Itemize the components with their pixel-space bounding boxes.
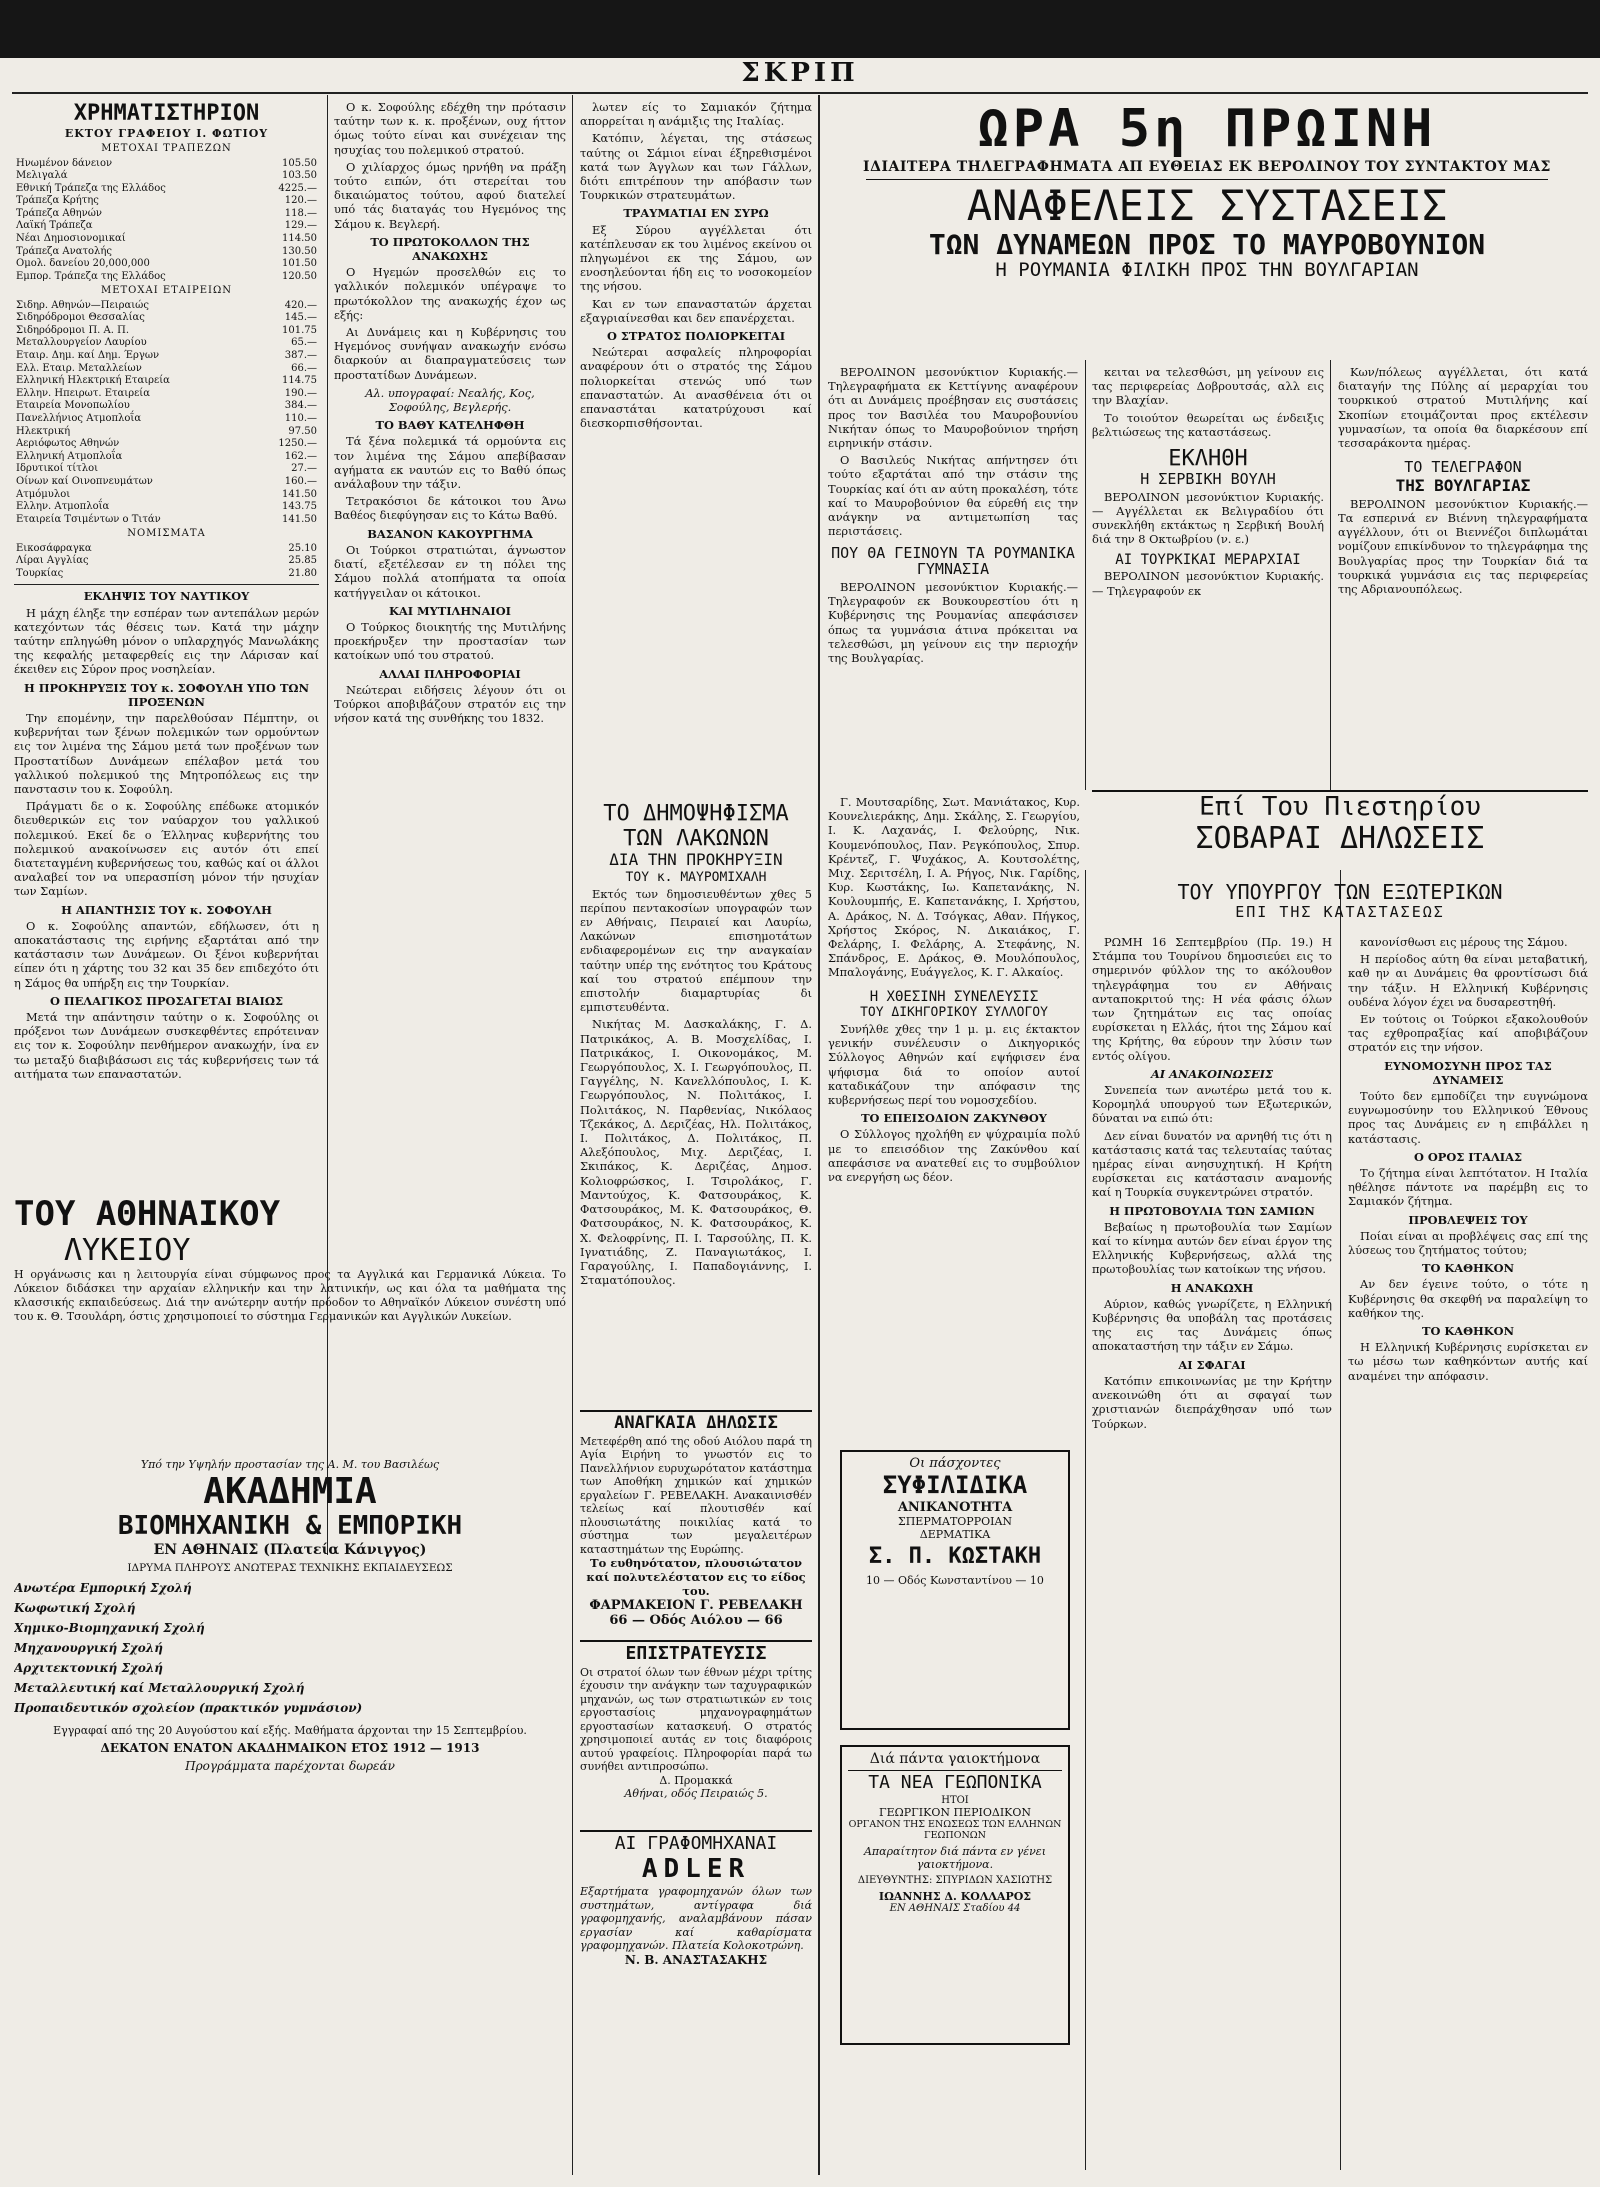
stock-name: Λαϊκή Τράπεζα xyxy=(16,220,93,232)
stock-name: Ελλ. Εταιρ. Μεταλλείων xyxy=(16,362,142,374)
paragraph: Ο Τούρκος διοικητής της Μυτιλήνης προεκήρυξεν την προστασίαν των κατοίκων υπό του στρατού. xyxy=(334,619,566,663)
stock-row xyxy=(14,543,319,556)
ad-top: Οι πάσχοντες xyxy=(909,1456,1001,1471)
ad-note: Εγγραφαί από της 20 Αυγούστου καί εξής. Μαθήματα άρχονται την 15 Σεπτεμβρίου. xyxy=(53,1724,527,1738)
stock-row xyxy=(14,375,319,388)
paragraph: Ο Σύλλογος ηχολήθη εν ψύχραιμία πολύ με το επεισόδιον της Ζακύνθου καί απεφάσισε να ανατεθεί εις το συμβούλιον να ενεργήση ως δέον. xyxy=(828,1127,1080,1184)
masthead: ΣΚΡΙΠ xyxy=(741,58,859,88)
paragraph: Πράγματι δε ο κ. Σοφούλης επέδωκε ατομικόν διευθερικών εις τον ναύαρχον του γαλλικού πολεμικού. Εκεί δε ο Έλληνας κυβερνήτης του πολεμικού ανακοίνωσεν εις αυτόν ότι επεί διατεταγμένη κυβερνήσεως του, καθώς καί οι άλλοι αναλαβεί τον να υπερασπίση μόνον τήν ησυχίαν των Σαμίων. xyxy=(14,799,319,899)
stock-name: Ελλην. Ατμοπλοΐα xyxy=(16,501,110,513)
stock-row xyxy=(14,476,319,489)
stock-value: 105.50 xyxy=(282,157,317,169)
stock-name: Εταιρ. Δημ. καί Δημ. Έργων xyxy=(16,350,160,362)
paragraph: Μετά την απάντησιν ταύτην ο κ. Σοφούλης οι πρόξενοι των Δυνάμεων συσκεφθέντες επρότειναν εις τον κ. Σοφούλην πενθήμερον ανακωχήν, ίνα εν τω μεταξύ διαβιβάσωσι εις τάς κυβερνήσεις των τά αιτήματα των επαναστατών. xyxy=(14,1010,319,1081)
headline: ΕΚΛΗΨΙΣ ΤΟΥ ΝΑΥΤΙΚΟΥ xyxy=(83,589,250,604)
ad-geoponika xyxy=(840,1745,1070,2045)
stock-name: Ηλεκτρική xyxy=(16,425,71,437)
ad-title: ΛΥΚΕΙΟΥ xyxy=(64,1232,191,1268)
stock-value: 141.50 xyxy=(282,513,317,525)
paragraph: Το τοιούτον θεωρείται ως ένδειξις βελτιώσεως της καταστάσεως. xyxy=(1092,410,1324,439)
ad-list-item: Αρχιτεκτονική Σχολή xyxy=(14,1661,163,1676)
stock-row xyxy=(14,246,319,259)
stock-name: Αεριόφωτος Αθηνών xyxy=(16,438,120,450)
paragraph: Συνεπεία των ανωτέρω μετά του κ. Κορομηλά υπουργού των Εξωτερικών, δύναται να ειπώ ότι: xyxy=(1092,1083,1332,1126)
paragraph: ΒΕΡΟΛΙΝΟΝ μεσονύκτιον Κυριακής.— Τα εσπερινά εν Βιέννη τηλεγραφήματα αγγέλλουν, ότι οι Βιεννέζοι διπλωμάται νομίζουν επικίνδυνον το τηλεγράφημα της Βουλγαρίας προς την Τουρκίαν διά τα τουρκικά γυμνάσια εις τας περιφερείας της Αδριανουπόλεως. xyxy=(1338,496,1588,596)
ad-free: Προγράμματα παρέχονται δωρεάν xyxy=(185,1759,395,1774)
ad-anagkaia xyxy=(580,1410,812,1630)
stock-section-banks: ΜΕΤΟΧΑΙ ΤΡΑΠΕΖΩΝ xyxy=(101,143,232,155)
headline: ΒΑΣΑΝΟΝ ΚΑΚΟΥΡΓΗΜΑ xyxy=(367,526,533,541)
headline: Η ΡΟΥΜΑΝΙΑ ΦΙΛΙΚΗ ΠΡΟΣ ΤΗΝ ΒΟΥΛΓΑΡΙΑΝ xyxy=(995,259,1419,282)
ad-lykeio xyxy=(14,1195,566,1445)
ad-line: ΓΕΩΡΓΙΚΟΝ ΠΕΡΙΟΔΙΚΟΝ xyxy=(878,1805,1032,1819)
stock-name: Ηνωμένον δάνειον xyxy=(16,157,113,169)
ad-title: ΑΝΑΓΚΑΙΑ ΔΗΛΩΣΙΣ xyxy=(614,1413,778,1433)
paragraph: κειται να τελεσθώσι, μη γείνουν εις τας περιφερείας Δοβρουτσάς, αλλ εις την Βλαχίαν. xyxy=(1092,365,1324,408)
headline: ΚΑΙ ΜΥΤΙΛΗΝΑΙΟΙ xyxy=(388,603,511,618)
paragraph: Ο Ηγεμών προσελθών εις το γαλλικόν πολεμικόν υπέγραψε το πρωτόκολλον της ανακωχής έχον ως εξής: xyxy=(334,265,566,322)
ad-address: 10 — Οδός Κωνσταντίνου — 10 xyxy=(866,1574,1044,1588)
headline: ΤΟ ΚΑΘΗΚΟΝ xyxy=(1421,1324,1515,1339)
stock-name: Ιδρυτικοί τίτλοι xyxy=(16,463,99,475)
stock-name: Σιδηρόδρομοι Π. Α. Π. xyxy=(16,324,129,336)
headline: Ο ΟΡΟΣ ΙΤΑΛΙΑΣ xyxy=(1413,1149,1523,1164)
stock-value: 118.— xyxy=(284,207,317,219)
stock-value: 141.50 xyxy=(282,488,317,500)
paragraph: ΒΕΡΟΛΙΝΟΝ μεσονύκτιον Κυριακής.— Τηλεγραφούν εκ xyxy=(1092,569,1324,598)
stock-row xyxy=(14,555,319,568)
ad-brand: ADLER xyxy=(641,1853,751,1884)
ad-line: ΔΕΡΜΑΤΙΚΑ xyxy=(919,1528,991,1542)
ad-place: ΕΝ ΑΘΗΝΑΙΣ Σταδίου 44 xyxy=(889,1902,1021,1914)
headline: Η ΧΘΕΣΙΝΗ ΣΥΝΕΛΕΥΣΙΣ xyxy=(869,988,1039,1005)
stock-name: Τουρκίας xyxy=(16,567,64,579)
stock-row xyxy=(14,258,319,271)
headline: ΠΡΟΒΛΕΨΕΙΣ ΤΟΥ xyxy=(1408,1212,1528,1227)
ad-bold: Το ευθηνότατον, πλουσιώτατον καί πολυτελέστατον εις το είδος του. xyxy=(586,1556,806,1599)
paragraph: Εν τούτοις οι Τούρκοι εξακολουθούν τας εχθροπραξίας καί αποβιβάζουν στρατόν εις την νήσον. xyxy=(1348,1012,1588,1055)
headline: ΤΟ ΕΠΕΙΣΟΔΙΟΝ ΖΑΚΥΝΘΟΥ xyxy=(861,1111,1047,1126)
column-tele-3 xyxy=(1338,365,1588,785)
ad-list-item: Μεταλλευτική καί Μεταλλουργική Σχολή xyxy=(14,1681,305,1696)
ad-name: Δ. Προμακκά xyxy=(659,1773,733,1787)
headline: ΤΟ ΒΑΘΥ ΚΑΤΕΛΗΦΘΗ xyxy=(375,418,525,433)
stock-name: Εταιρεία Μονοπωλίου xyxy=(16,400,130,412)
ad-sub: ΙΔΡΥΜΑ ΠΛΗΡΟΥΣ ΑΝΩΤΕΡΑΣ ΤΕΧΝΙΚΗΣ ΕΚΠΑΙΔΕΥΣΕΩΣ xyxy=(127,1562,453,1575)
paragraph: Ο χιλίαρχος όμως ηρνήθη να πράξη τούτο ειπών, ότι στερείται του δικαιώματος τούτου, αφού διατελεί υπό τάς διαταγάς του Ηγεμόνος της Σάμου κ. Βεγλερή. xyxy=(334,159,566,231)
ad-text: Εξαρτήματα γραφομηχανών όλων των συστημάτων, αντίγραφα διά γραφομηχανής, αναλαμβάνουν πάσαν εργασίαν καί καθαρίσματα γραφομηχανών. Πλατεία Κολοκοτρώνη. xyxy=(580,1885,812,1953)
ad-top: Διά πάντα γαιοκτήμονα xyxy=(869,1751,1041,1767)
headline: ΤΟΥ ΥΠΟΥΡΓΟΥ ΤΩΝ ΕΞΩΤΕΡΙΚΩΝ xyxy=(1177,880,1503,904)
ad-year: ΔΕΚΑΤΟΝ ΕΝΑΤΟΝ ΑΚΑΔΗΜΑΙΚΟΝ ΕΤΟΣ 1912 — 1913 xyxy=(100,1741,480,1756)
stock-name: Σιδηρ. Αθηνών—Πειραιώς xyxy=(16,299,149,311)
stock-section-currency: ΝΟΜΙΣΜΑΤΑ xyxy=(127,528,206,540)
ad-text: Η οργάνωσις και η λειτουργία είναι σύμφωνος προς τα Αγγλικά και Γερμανικά Λύκεια. Το Λύκειον διδάσκει την αρχαίαν ελληνικήν και την λατινικήν, ως και όλα τα μαθήματα της κλασσικής εκπαιδεύσεως. Διά την ανώτερην αυτήν πρόοδον το Αθηναϊκόν Λύκειον συνέστη υπό του κ. Θ. Τσουλάρη, όστις χρησιμοποιεί το σύστημα Γερμανικών και Αγγλικών Λυκείων. xyxy=(14,1268,566,1324)
headline: ΑΙ ΑΝΑΚΟΙΝΩΣΕΙΣ xyxy=(1150,1066,1274,1081)
stock-value: 114.75 xyxy=(282,375,317,387)
stock-value: 27.— xyxy=(291,463,317,475)
ad-epistrateusis xyxy=(580,1640,812,1820)
headline: ΑΙ ΤΟΥΡΚΙΚΑΙ ΜΕΡΑΡΧΙΑΙ xyxy=(1115,551,1301,568)
stock-title: ΧΡΗΜΑΤΙΣΤΗΡΙΟΝ xyxy=(73,101,260,126)
paragraph: Το ζήτημα είναι λεπτότατον. Η Ιταλία ηθέλησε πάντοτε να παρέμβη εις το Σαμιακόν ζήτημα. xyxy=(1348,1166,1588,1209)
stock-value: 4225.— xyxy=(278,182,317,194)
piestirio-header xyxy=(1092,790,1588,880)
stock-value: 21.80 xyxy=(288,567,317,579)
paragraph: ΒΕΡΟΛΙΝΟΝ μεσονύκτιον Κυριακής.— Αγγέλλεται εκ Βελιγραδίου ότι συνεκλήθη εκτάκτως η Σερβική Βουλή διά την 8 Οκτωβρίου (ν. ε.) xyxy=(1092,489,1324,547)
stock-value: 114.50 xyxy=(282,233,317,245)
column-2 xyxy=(334,100,566,1190)
headline: ΩΡΑ 5η ΠΡΩΙΝΗ xyxy=(977,100,1437,159)
headline: ΠΟΥ ΘΑ ΓΕΙΝΟΥΝ ΤΑ ΡΟΥΜΑΝΙΚΑ ΓΥΜΝΑΣΙΑ xyxy=(831,544,1075,579)
ad-line: ΑΝΙΚΑΝΟΤΗΤΑ xyxy=(897,1500,1013,1516)
stock-row xyxy=(14,451,319,464)
stock-value: 25.10 xyxy=(288,542,317,554)
ad-name: ΦΑΡΜΑΚΕΙΟΝ Γ. ΡΕΒΕΛΑΚΗ xyxy=(589,1598,803,1614)
column-tele-2 xyxy=(1092,365,1324,785)
column-5 xyxy=(828,795,1080,1435)
stock-name: Οίνων καί Οινοπνευμάτων xyxy=(16,475,153,487)
stock-row xyxy=(14,463,319,476)
ad-address: Αθήναι, οδός Πειραιώς 5. xyxy=(624,1786,768,1800)
column-tele-1 xyxy=(828,365,1078,785)
headline: Η ΣΕΡΒΙΚΗ ΒΟΥΛΗ xyxy=(1140,470,1276,489)
headline: ΑΝΑΦΕΛΕΙΣ ΣΥΣΤΑΣΕΙΣ xyxy=(966,180,1448,230)
paragraph: Την επομένην, την παρελθούσαν Πέμπτην, οι κυβερνήται των ξένων πολεμικών των ορμούντων εις τον λιμένα της Σάμου μετά των προξένων των Προστατίδων Δυνάμεων επέλαβον μετά του γαλλικού πολεμικού της Μητροπόλεως εις την πανστασιν του κ. Σοφούλη. xyxy=(14,710,319,796)
headline: Επί Του Πιεστηρίου xyxy=(1199,792,1481,822)
paragraph: Η μάχη έληξε την εσπέραν των αντεπάλων μερών κατεχόντων τάς θέσεις των. Κατά την μάχην ταύτην επληγώθη μόνον ο υπλαρχηγός Μανωλάκης της κεφαλής μεταφερθείς εις την Λάρισαν καί έκειθεν εις Σύρον προς νοσηλείαν. xyxy=(14,605,319,677)
paragraph: Νεώτεραι ασφαλείς πληροφορίαι αναφέρουν ότι ο στρατός της Σάμου πολιορκείται στενώς υπό των επαναστατών. Αι ανασθένεια ότι οι επαναστάται κατατρύχουσι καί διεσκορπισθήσονται. xyxy=(580,345,812,431)
stock-name: Εταιρεία Τσιμέντων ο Τιτάν xyxy=(16,513,161,525)
stock-name: Τράπεζα Αθηνών xyxy=(16,207,102,219)
paragraph: Και εν των επαναστατών άρχεται εξαγριαίνεσθαι και δεν επανέρχεται. xyxy=(580,296,812,325)
stock-row xyxy=(14,312,319,325)
stock-name: Ελλην. Ηπειρωτ. Εταιρεία xyxy=(16,387,150,399)
top-rule xyxy=(12,92,1588,94)
paragraph: λωτεν είς το Σαμιακόν ζήτημα απορρείται η ανάμιξις της Ιταλίας. xyxy=(580,100,812,129)
paragraph: ΒΕΡΟΛΙΝΟΝ μεσονύκτιον Κυριακής.— Τηλεγραφήματα εκ Κεττίγνης αναφέρουν ότι αι Δυνάμεις προέβησαν εις συστάσεις προς τον Βασιλέα του Μαυροβουνίου Νικήταν όπως το Μαυροβούνιον τηρήση ειρηνικήν στάσιν. xyxy=(828,365,1078,451)
headline: ΤΟ ΤΕΛΕΓΡΑΦΟΝ xyxy=(1404,458,1522,477)
ad-line: Απαραίτητον διά πάντα εν γένει γαιοκτήμονα. xyxy=(863,1844,1047,1871)
stock-row xyxy=(14,183,319,196)
ad-list-item: Μηχανουργική Σχολή xyxy=(14,1641,163,1656)
stock-section-companies: ΜΕΤΟΧΑΙ ΕΤΑΙΡΕΙΩΝ xyxy=(100,285,233,297)
paragraph: κανονίσθωσι εις μέρους της Σάμου. xyxy=(1360,935,1568,949)
ad-title: ΣΥΦΙΛΙΔΙΚΑ xyxy=(882,1471,1028,1499)
ad-line: ΟΡΓΑΝΟΝ ΤΗΣ ΕΝΩΣΕΩΣ ΤΩΝ ΕΛΛΗΝΩΝ ΓΕΩΠΟΝΩΝ xyxy=(848,1818,1062,1841)
paragraph: Νεώτεραι ειδήσεις λέγουν ότι οι Τούρκοι αποβιβάζουν στρατόν εις την νήσον κατά της συνθήκης του 1832. xyxy=(334,682,566,726)
ad-list-item: Χημικο-Βιομηχανική Σχολή xyxy=(14,1621,205,1636)
stock-value: 120.50 xyxy=(282,270,317,282)
paragraph: ΒΕΡΟΛΙΝΟΝ μεσονύκτιον Κυριακής.— Τηλεγραφούν εκ Βουκουρεστίου ότι η Κυβέρνησις της Ρουμανίας απεφάσισεν όπως τα γυμνάσια άτινα πρόκειται να τελεσθώσι, μη γείνουν εις την περιοχήν της Βουλγαρίας. xyxy=(828,579,1078,665)
column-rule xyxy=(818,95,820,2175)
stock-name: Σιδηρόδρομοι Θεσσαλίας xyxy=(16,312,145,324)
stock-row xyxy=(14,195,319,208)
stock-row xyxy=(14,363,319,376)
stock-name: Ελληνική Ηλεκτρική Εταιρεία xyxy=(16,375,170,387)
ad-name: Ν. Β. ΑΝΑΣΤΑΣΑΚΗΣ xyxy=(624,1952,768,1967)
column-rule xyxy=(1085,360,1086,790)
headline: ΕΠΙ ΤΗΣ ΚΑΤΑΣΤΑΣΕΩΣ xyxy=(1235,903,1445,921)
stock-table-currency xyxy=(14,543,319,581)
stock-value: 110.— xyxy=(284,412,317,424)
ad-title: ΒΙΟΜΗΧΑΝΙΚΗ & ΕΜΠΟΡΙΚΗ xyxy=(117,1510,463,1541)
piestirio-subheader xyxy=(1092,880,1588,930)
ad-title: ΑΚΑΔΗΜΙΑ xyxy=(203,1471,377,1512)
ad-title: ΕΠΙΣΤΡΑΤΕΥΣΙΣ xyxy=(625,1643,767,1664)
ad-adler xyxy=(580,1830,812,2030)
stock-row xyxy=(14,568,319,581)
stock-row xyxy=(14,426,319,439)
ad-publisher: ΙΩΑΝΝΗΣ Δ. ΚΟΛΛΑΡΟΣ xyxy=(878,1889,1032,1903)
stock-value: 129.— xyxy=(284,220,317,232)
stock-value: 66.— xyxy=(291,362,317,374)
stock-name: Ατμόμυλοι xyxy=(16,488,71,500)
headline: ΕΚΛΗΘΗ xyxy=(1168,446,1248,472)
ad-akadimia xyxy=(14,1458,566,2178)
stock-value: 387.— xyxy=(284,350,317,362)
paragraph: Ο Βασιλεύς Νικήτας απήντησεν ότι τούτο εξαρτάται από την στάσιν της Τουρκίας καί ότι αν αύτη προκαλέση, τότε καί το Μαυροβούνιον θα εύρεθή εις την ανάγκην να αντιμετωπίση τας περιστάσεις. xyxy=(828,453,1078,539)
stock-value: 101.50 xyxy=(282,258,317,270)
stock-value: 1250.— xyxy=(278,438,317,450)
ad-doctor: Σ. Π. ΚΩΣΤΑΚΗ xyxy=(868,1544,1042,1570)
stock-row xyxy=(14,337,319,350)
ad-title: ΤΟΥ ΑΘΗΝΑΙΚΟΥ xyxy=(14,1195,281,1234)
scan-top-bar xyxy=(0,0,1600,58)
stock-row xyxy=(14,233,319,246)
ad-line: ΗΤΟΙ xyxy=(941,1794,969,1806)
column-rule xyxy=(572,95,573,2175)
stock-name: Νέαι Δημοσιονομικαί xyxy=(16,233,126,245)
ad-text: Οι στρατοί όλων των έθνων μέχρι τρίτης έχουσιν την ανάγκην των ταχυγραφικών μηχανών, ως των στρατιωτικών εν τοις εργοστασίοις μηχανογραφημάτων εργοστασίων κατασκευή. Ο στρατός χρησιμοποιεί αυτάς εν τοις διαφόροις αυτού γραφείοις. Πληροφορίαι παρά τω συνήθει αντιπροσώπω. xyxy=(580,1665,812,1774)
stock-value: 65.— xyxy=(291,337,317,349)
stock-value: 103.50 xyxy=(282,170,317,182)
column-7 xyxy=(1348,935,1588,2175)
headline: Η ΑΠΑΝΤΗΣΙΣ ΤΟΥ κ. ΣΟΦΟΥΛΗ xyxy=(61,902,272,917)
stock-name: Τράπεζα Ανατολής xyxy=(16,245,112,257)
stock-name: Τράπεζα Κρήτης xyxy=(16,195,99,207)
paragraph: Τετρακόσιοι δε κάτοικοι του Άνω Βαθέος διεφύγησαν εις το Κάτω Βαθύ. xyxy=(334,494,566,523)
stock-name: Ομολ. δανείου 20,000,000 xyxy=(16,258,150,270)
stock-value: 190.— xyxy=(284,387,317,399)
headline: ΣΟΒΑΡΑΙ ΔΗΛΩΣΕΙΣ xyxy=(1195,821,1485,857)
ad-items xyxy=(14,1578,566,1718)
ad-list-item: Ανωτέρα Εμπορική Σχολή xyxy=(14,1581,192,1596)
headline: ΤΗΣ ΒΟΥΛΓΑΡΙΑΣ xyxy=(1395,475,1531,495)
paragraph: Κατόπιν, λέγεται, της στάσεως ταύτης οι Σάμιοι είναι έξηρεθισμένοι κατά των Άγγλων και των Γάλλων, διότι επιτρέπουν την απόβασιν των Τουρκικών στρατευμάτων. xyxy=(580,131,812,203)
stock-value: 120.— xyxy=(284,195,317,207)
ad-patron: Υπό την Υψηλήν προστασίαν της Α. Μ. του Βασιλέως xyxy=(140,1458,440,1471)
stock-row xyxy=(14,514,319,527)
paragraph: Συνήλθε χθες την 1 μ. μ. εις έκτακτον γενικήν συνέλευσιν ο Δικηγορικός Σύλλογος Αθηνών καί εψήφισεν ένα ψήφισμα διά το οποίον αυτοί καταδικάζουν την απόφασιν της κυβερνήσεως περί του νομοσχεδίου. xyxy=(828,1021,1080,1107)
ad-place: ΕΝ ΑΘΗΝΑΙΣ (Πλατεία Κάνιγγος) xyxy=(153,1542,427,1559)
headline: ΕΥΝΟΜΟΣΥΝΗ ΠΡΟΣ ΤΑΣ ΔΥΝΑΜΕΙΣ xyxy=(1384,1058,1552,1087)
paragraph: Ο κ. Σοφούλης απαντών, εδήλωσεν, ότι η αποκατάστασις της ειρήνης εξαρτάται από την κατάστασιν των Δυνάμεων. Οι ξένοι κυβερνήται είπεν ότι η χάρτης του 32 και 35 δεν επιδεχότο ότι η Σάμος θα υπήρξη εις την Τουρκίαν. xyxy=(14,918,319,990)
paragraph: Τούτο δεν εμποδίζει την ευγνώμονα ευγνωμοσύνην του Ελληνικού Έθνους προς τας Δυνάμεις εν η επιβάλλει η κατάστασις. xyxy=(1348,1089,1588,1146)
stock-value: 130.50 xyxy=(282,245,317,257)
paragraph: Ο κ. Σοφούλης εδέχθη την πρότασιν ταύτην των κ. κ. προξένων, ουχ ήττον όμως τούτο είναι και συνέχειαν της ησυχίας του πολεμικού στρατού. xyxy=(334,100,566,157)
column-3 xyxy=(580,100,812,790)
headline: Ο ΣΤΡΑΤΟΣ ΠΟΛΙΟΡΚΕΙΤΑΙ xyxy=(606,329,786,344)
stock-row xyxy=(14,388,319,401)
stock-row xyxy=(14,271,319,284)
headline: Ο ΠΕΛΑΓΙΚΟΣ ΠΡΟΣΑΓΕΤΑΙ ΒΙΑΙΩΣ xyxy=(49,993,284,1008)
paragraph: Εκτός των δημοσιευθέντων χθες 5 περίπου πεντακοσίων υπογραφών των εν Αθήναις, Πειραιεί και Λαυρίω, Λακώνων επισημοτάτων ενδιαφερομένων εις την αναγκαίαν ταύτην υπέρ της ενότητος του Κράτους καί του στρατού επέμπουν την επιστολήν διαμαρτυρίας δι εμπιστευθέντα. xyxy=(580,886,812,1015)
paragraph: ΡΩΜΗ 16 Σεπτεμβρίου (Πρ. 19.) Η Στάμπα του Τουρίνου δημοσιεύει εις το σημερινόν φύλλον της το ακόλουθον τηλεγράφημα του εν Αθήναις ανταποκριτού της: Η νέα φάσις όλων των ζητημάτων εις τας οποίας ευρίσκεται η Ελλάς, ήτοι της Σάμου καί της Κρήτης, θα εύρουν την λύσιν των εντός ολίγου. xyxy=(1092,935,1332,1063)
stock-value: 420.— xyxy=(284,299,317,311)
ad-line: ΣΠΕΡΜΑΤΟΡΡΟΙΑΝ xyxy=(897,1515,1013,1529)
stock-name: Εθνική Τράπεζα της Ελλάδος xyxy=(16,182,166,194)
stock-value: 143.75 xyxy=(282,501,317,513)
paragraph: Αύριον, καθώς γνωρίζετε, η Ελληνική Κυβέρνησις θα υποβάλη τας προτάσεις της εις τας Δυνάμεις όπως αποκαταστήση την τάξιν εν Σάμω. xyxy=(1092,1296,1332,1354)
stock-row xyxy=(14,158,319,171)
stock-value: 160.— xyxy=(284,475,317,487)
ad-text: Μετεφέρθη από της οδού Αιόλου παρά τη Αγία Ειρήνη το γνωστόν εις το Πανελλήνιον ευρυχωρότατον κατάστημα των Αποθήκη χημικών καί χημικών εργαλείων Γ. ΡΕΒΕΛΑΚΗ. Ανακαινισθέν τελείως καί πλουτισθέν καί πλουσιωτάτης ποικιλίας κατά το σύστημα των μεγαλειτέρων καταστημάτων της Ευρώπης. xyxy=(580,1434,812,1556)
stock-value: 384.— xyxy=(284,400,317,412)
headline: ΔΙΑ ΤΗΝ ΠΡΟΚΗΡΥΞΙΝ xyxy=(609,850,783,870)
stock-name: Λίραι Αγγλίας xyxy=(16,555,89,567)
ad-title: ΑΙ ΓΡΑΦΟΜΗΧΑΝΑΙ xyxy=(614,1833,778,1854)
headline: ΤΩΝ ΛΑΚΩΝΩΝ xyxy=(623,826,769,852)
paragraph: Εξ Σύρου αγγέλλεται ότι κατέπλευσαν εκ του λιμένος εκείνου οι πληγωμένοι εκ της Σάμου, ων ενοσηλεύονται ήδη εις το νοσοκομείον της νήσου. xyxy=(580,222,812,294)
article-dimopsifisma xyxy=(580,800,812,1400)
stock-row xyxy=(14,208,319,221)
stock-subtitle: ΕΚΤΟΥ ΓΡΑΦΕΙΟΥ Ι. ΦΩΤΙΟΥ xyxy=(64,127,269,141)
paragraph: Ποίαι είναι αι προβλέψεις σας επί της λύσεως του ζητήματος τούτου; xyxy=(1348,1228,1588,1258)
headline: ΤΟ ΔΗΜΟΨΗΦΙΣΜΑ xyxy=(603,801,789,826)
headline: ΤΟΥ κ. ΜΑΥΡΟΜΙΧΑΛΗ xyxy=(625,869,767,885)
column-6 xyxy=(1092,935,1332,2175)
stock-name: Μελιγαλά xyxy=(16,170,68,182)
headline: Η ΠΡΟΚΗΡΥΞΙΣ ΤΟΥ κ. ΣΟΦΟΥΛΗ ΥΠΟ ΤΩΝ ΠΡΟΞΕΝΩΝ xyxy=(24,680,309,709)
stock-value: 145.— xyxy=(284,312,317,324)
column-rule xyxy=(1340,870,1341,2170)
ad-title: ΤΑ ΝΕΑ ΓΕΩΠΟΝΙΚΑ xyxy=(868,1772,1042,1793)
headline: ΤΟ ΠΡΩΤΟΚΟΛΛΟΝ ΤΗΣ ΑΝΑΚΩΧΗΣ xyxy=(370,234,530,264)
stock-row xyxy=(14,350,319,363)
paragraph: Βεβαίως η πρωτοβουλία των Σαμίων καί το κίνημα αυτών δεν είναι έργον της Ελληνικής Κυβερνήσεως, αλλά της πρωτοβουλίας των κατοίκων της νήσου. xyxy=(1092,1219,1332,1277)
ad-syfilida xyxy=(840,1450,1070,1730)
stock-value: 162.— xyxy=(284,450,317,462)
sub-headline: ΙΔΙΑΙΤΕΡΑ ΤΗΛΕΓΡΑΦΗΜΑΤΑ ΑΠ ΕΥΘΕΙΑΣ ΕΚ ΒΕΡΟΛΙΝΟΥ ΤΟΥ ΣΥΝΤΑΚΤΟΥ ΜΑΣ xyxy=(863,158,1551,175)
stock-row xyxy=(14,300,319,313)
stock-row xyxy=(14,413,319,426)
headline: ΤΡΑΥΜΑΤΙΑΙ ΕΝ ΣΥΡΩ xyxy=(623,206,769,221)
headline: ΑΙ ΣΦΑΓΑΙ xyxy=(1178,1357,1246,1372)
stock-name: Πανελλήνιος Ατμοπλοΐα xyxy=(16,412,142,424)
signatures: Αλ. υπογραφαί: Νεαλής, Κος, Σοφούλης, Βεγλερής. xyxy=(365,385,535,415)
paragraph: Κων/πόλεως αγγέλλεται, ότι κατά διαταγήν της Πύλης αί μεραρχίαι του τουρκικού στρατού Μυτιλήνης καί Σκοπίων ετοιμάζονται προς εκτέλεσιν γυμνασίων, τα οποία θα διαρκέσουν επί τεσσαράκοντα ημέρας. xyxy=(1338,365,1588,451)
paragraph: Αν δεν έγεινε τούτο, ο τότε η Κυβέρνησις θα σκεφθή να παραλείψη το καθήκον της. xyxy=(1348,1277,1588,1320)
paragraph: Κατόπιν επικοινωνίας με την Κρήτην ανεκοινώθη ότι αι σφαγαί των χριστιανών διεπράχθησαν υπό των Τούρκων. xyxy=(1092,1373,1332,1431)
ad-address: 66 — Οδός Αιόλου — 66 xyxy=(609,1613,783,1629)
stock-table-companies xyxy=(14,300,319,527)
stock-value: 25.85 xyxy=(288,555,317,567)
paragraph: Οι Τούρκοι στρατιώται, άγνωστον διατί, εξετέλεσαν εν τη πόλει της Σάμου πολλά ατοπήματα τα οποία κατήγγειλαν οι κάτοικοι. xyxy=(334,542,566,600)
stock-row xyxy=(14,501,319,514)
stock-row xyxy=(14,220,319,233)
stock-row xyxy=(14,489,319,502)
ad-list-item: Προπαιδευτικόν σχολείον (πρακτικόν γυμνάσιον) xyxy=(14,1701,363,1716)
ora5-header xyxy=(826,100,1588,360)
stock-name: Εμπορ. Τράπεζα της Ελλάδος xyxy=(16,270,166,282)
paragraph: Νικήτας Μ. Δασκαλάκης, Γ. Δ. Πατρικάκος, Α. Β. Μοσχελίδας, Ι. Πατρικάκος, Ι. Οικονομάκος, Μ. Γεωργόπουλος, Χ. Ι. Γεωργόπουλος, Π. Γαγγέλης, Ν. Κανελλόπουλος, Ι. Κ. Γεωργόπουλος, Ν. Πολιτάκος, Ι. Πολιτάκος, Ν. Παρθενίας, Νικόλαος Τζεκάκος, Δ. Δεριζέας, Ηλ. Πολιτάκος, Ι. Πολιτάκος, Δ. Πολιτάκος, Π. Αλεξόπουλος, Μιχ. Δεριζέας, Ι. Σκιπάκος, Κ. Δεριζέας, Δημοσ. Κολιοφρώσκος, Ι. Τσιρολάκος, Γ. Μαντούχος, Κ. Φατσουράκος, Κ. Φατσουράκος, Μ. Κ. Φατσουράκος, Θ. Φατσουράκος, Ν. Κ. Φατσουράκος, Κ. Χ. Φελοφρίνης, Π. Ι. Ταρσούλης, Π. Κ. Ιγνατιάδης, Ζ. Παναγιωτάκος, Ι. Γαραγούλης, Ι. Παπαδογιάννης, Ι. Σταματόπουλος. xyxy=(580,1017,812,1288)
ad-director: ΔΙΕΥΘΥΝΤΗΣ: ΣΠΥΡΙΔΩΝ ΧΑΣΙΩΤΗΣ xyxy=(857,1874,1053,1886)
stock-table-banks xyxy=(14,158,319,284)
paragraph: Γ. Μουτσαρίδης, Σωτ. Μανιάτακος, Κυρ. Κουνελιεράκης, Δημ. Σκάλης, Σ. Γεωργίου, Ι. Κ. Λαχανάς, Ι. Φελούρης, Νικ. Κουμενόπουλος, Παν. Ρεγκόπουλος, Σπυρ. Κρέντεζ, Γ. Ψυχάκος, Α. Κουτσολέτης, Μιχ. Σεριτσέλη, Ι. Α. Ρήγος, Νικ. Γαρίδης, Κυρ. Κωστάκης, Ιω. Καπετανάκης, Ν. Κουλουμπής, Ε. Καπετανάκης, Ι. Χρήστου, Α. Δράκος, Ν. Δ. Τσόγκας, Αθαν. Πήγκος, Χρήστος Σκόρος, Ν. Δικαιάκος, Γ. Φελάρης, Ι. Φελάρης, Α. Στεφάνης, Ν. Σπάνδρος, Ε. Δράκος, Θ. Μουλόπουλος, Μπαλογάνης, Ευάγγελος, Κ. Γ. Αλκαίος. xyxy=(828,795,1080,980)
stock-value: 101.75 xyxy=(282,324,317,336)
column-rule xyxy=(1330,360,1331,790)
headline: Η ΑΝΑΚΩΧΗ xyxy=(1170,1280,1254,1295)
paragraph: Η περίοδος αύτη θα είναι μεταβατική, καθ ην αι Δυνάμεις θα φροντίσωσι διά την τάξιν. Η Ελληνική Κυβέρνησις ουδένα λόγον έχει να δυσαρεστηθή. xyxy=(1348,952,1588,1009)
paragraph: Δεν είναι δυνατόν να αρνηθή τις ότι η κατάστασις κατά τας τελευταίας ταύτας ημέρας είναι ανησυχητική. Η Κρήτη ευρίσκεται εις κατάστασιν αναμονής καί η Τουρκία συγκεντρώνει στρατόν. xyxy=(1092,1128,1332,1200)
stock-row xyxy=(14,170,319,183)
stock-row xyxy=(14,325,319,338)
stock-row xyxy=(14,438,319,451)
headline: ΤΟ ΚΑΘΗΚΟΝ xyxy=(1421,1261,1515,1276)
headline: ΑΛΛΑΙ ΠΛΗΡΟΦΟΡΙΑΙ xyxy=(379,666,521,681)
stock-row xyxy=(14,400,319,413)
headline: ΤΩΝ ΔΥΝΑΜΕΩΝ ΠΡΟΣ ΤΟ ΜΑΥΡΟΒΟΥΝΙΟΝ xyxy=(928,227,1486,261)
paragraph: Αι Δυνάμεις και η Κυβέρνησις του Ηγεμόνος συνήψαν ανακωχήν ενόσω διαρκούν αι διαπραγματεύσεις των προστατίδων Δυνάμεων. xyxy=(334,325,566,382)
stock-name: Μεταλλουργείον Λαυρίου xyxy=(16,337,147,349)
stock-value: 97.50 xyxy=(288,425,317,437)
headline: ΤΟΥ ΔΙΚΗΓΟΡΙΚΟΥ ΣΥΛΛΟΓΟΥ xyxy=(860,1005,1048,1021)
stock-name: Εικοσάφραγκα xyxy=(16,542,92,554)
paragraph: Τά ξένα πολεμικά τά ορμούντα εις τον λιμένα της Σάμου απεβίβασαν αγήματα εκ ναυτών εις το Βαθύ όπως ανάλαβουν την τάξιν. xyxy=(334,434,566,492)
paragraph: Η Ελληνική Κυβέρνησις ευρίσκεται εν τω μέσω των καθηκόντων αυτής καί αναμένει την απόφασιν. xyxy=(1348,1340,1588,1383)
stock-name: Ελληνική Ατμοπλοΐα xyxy=(16,450,123,462)
ad-list-item: Κωφωτική Σχολή xyxy=(14,1601,136,1616)
column-rule xyxy=(1085,870,1086,2170)
headline: Η ΠΡΩΤΟΒΟΥΛΙΑ ΤΩΝ ΣΑΜΙΩΝ xyxy=(1109,1203,1315,1218)
